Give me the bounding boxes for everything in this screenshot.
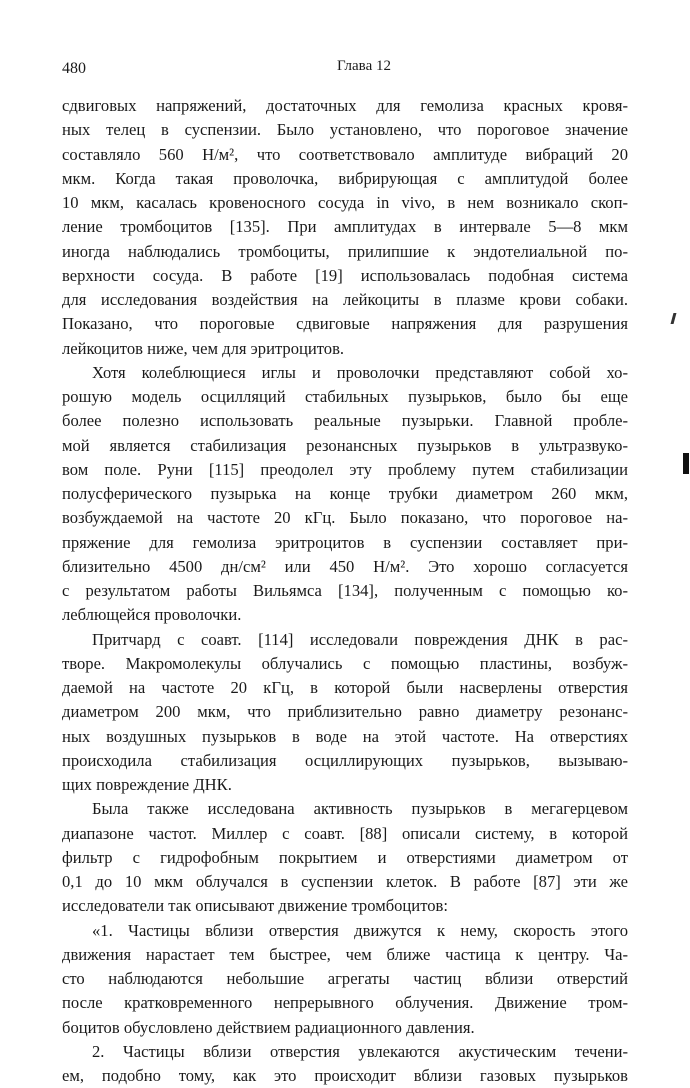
text-line: ных воздушных пузырьков в воде на этой частоте. На отверстиях <box>62 726 628 746</box>
text-line: 10 мкм, касалась кровеносного сосуда in vivo, в нем возникало скоп- <box>62 193 628 212</box>
text-line: 2. Частицы вблизи отверстия увлекаются акустическим течени- <box>92 1041 628 1061</box>
text-line: составляло 560 Н/м², что соответствовало амплитуде вибраций 20 <box>62 144 628 164</box>
text-line: близительно 4500 дн/см² или 450 Н/м². Это хорошо согласуется <box>62 556 628 576</box>
text-line: диаметром 200 мкм, что приблизительно равно диаметру резонанс- <box>62 702 628 722</box>
text-line: с результатом работы Вильямса [134], полученным с помощью ко- <box>62 581 628 600</box>
text-line: более полезно использовать реальные пузырьки. Главной пробле- <box>62 411 628 431</box>
text-line: «1. Частицы вблизи отверстия движутся к нему, скорость этого <box>92 920 628 940</box>
text-line: боцитов обусловлено действием радиационного давления. <box>62 1017 475 1037</box>
text-line: мой является стабилизация резонансных пузырьков в ультразвуко- <box>62 435 628 455</box>
text-line: 0,1 до 10 мкм облучался в суспензии клеток. В работе [87] эти же <box>62 872 628 891</box>
text-line: вом поле. Руни [115] преодолел эту проблему путем стабилизации <box>62 459 628 479</box>
text-line: леблющейся проволочки. <box>62 605 242 625</box>
text-line: для исследования воздействия на лейкоциты в плазме крови собаки. <box>62 290 628 309</box>
text-line: ление тромбоцитов [135]. При амплитудах в интервале 5—8 мкм <box>62 217 628 237</box>
text-line: ных телец в суспензии. Было установлено, что пороговое значение <box>62 120 628 140</box>
text-line: верхности сосуда. В работе [19] использовалась подобная система <box>62 265 628 285</box>
text-line: после кратковременного непрерывного облучения. Движение тром- <box>62 993 628 1013</box>
text-line: сдвиговых напряжений, достаточных для гемолиза красных кровя- <box>62 96 628 115</box>
body-text <box>62 94 628 1088</box>
text-line: щих повреждение ДНК. <box>62 775 232 794</box>
scan-artifact-mark <box>671 313 677 324</box>
text-line: фильтр с гидрофобным покрытием и отверстиями диаметром от <box>62 847 628 867</box>
text-line: Хотя колеблющиеся иглы и проволочки представляют собой хо- <box>92 362 628 382</box>
text-line: Была также исследована активность пузырьков в мегагерцевом <box>92 799 628 819</box>
text-line: творе. Макромолекулы облучались с помощью пластины, возбуж- <box>62 653 628 673</box>
text-line: возбуждаемой на частоте 20 кГц. Было показано, что пороговое на- <box>62 508 628 528</box>
text-line: пряжение для гемолиза эритроцитов в суспензии составляет при- <box>62 532 628 552</box>
page-number: 480 <box>62 60 86 77</box>
text-line: движения нарастает тем быстрее, чем ближе частица к центру. Ча- <box>62 944 628 964</box>
text-line: лейкоцитов ниже, чем для эритроцитов. <box>62 338 345 358</box>
text-line: диапазоне частот. Миллер с соавт. [88] описали систему, в которой <box>62 823 628 843</box>
scan-artifact-bar <box>683 453 689 474</box>
text-line: происходила стабилизация осциллирующих пузырьков, вызываю- <box>62 750 628 770</box>
text-line: рошую модель осцилляций стабильных пузырьков, было бы еще <box>62 387 628 406</box>
text-line: сто наблюдаются небольшие агрегаты частиц вблизи отверстий <box>62 969 628 988</box>
text-line: Притчард с соавт. [114] исследовали повреждения ДНК в рас- <box>92 629 628 649</box>
text-line: ем, подобно тому, как это происходит вблизи газовых пузырьков <box>62 1066 628 1085</box>
running-head: Глава 12 <box>337 58 391 74</box>
text-line: Показано, что пороговые сдвиговые напряжения для разрушения <box>62 314 628 334</box>
text-line: полусферического пузырька на конце трубки диаметром 260 мкм, <box>62 484 628 503</box>
text-line: исследователи так описывают движение тромбоцитов: <box>62 896 448 916</box>
text-line: иногда наблюдались тромбоциты, прилипшие к эндотелиальной по- <box>62 241 628 261</box>
text-line: даемой на частоте 20 кГц, в которой были насверлены отверстия <box>62 678 628 697</box>
text-line: мкм. Когда такая проволочка, вибрирующая с амплитудой более <box>62 168 628 188</box>
